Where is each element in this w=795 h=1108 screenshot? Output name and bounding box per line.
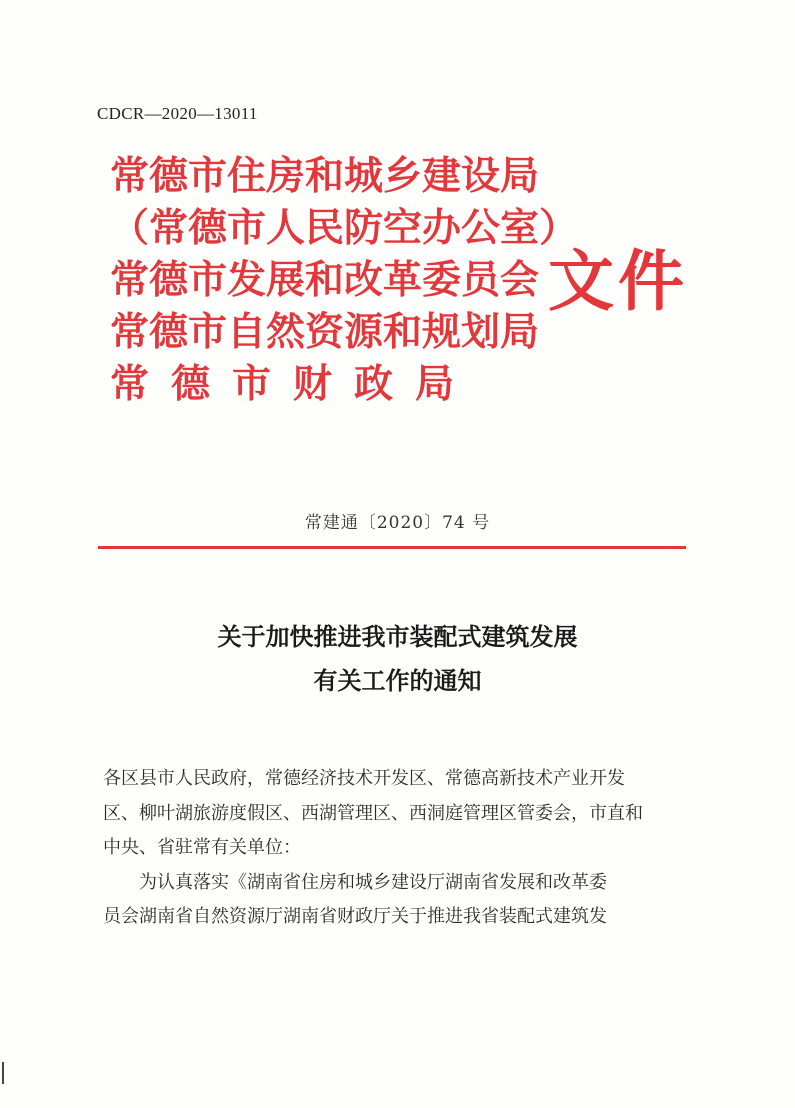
issuer-development-reform: 常德市发展和改革委员会 (110, 257, 540, 303)
document-number: 常建通〔2020〕74 号 (304, 513, 491, 533)
addressee-line-3: 中央、省驻常有关单位： (103, 837, 301, 858)
issuer-finance-bureau: 常德市财政局 (110, 361, 477, 407)
document-code: CDCR—2020—13011 (97, 104, 258, 123)
title-line-1: 关于加快推进我市装配式建筑发展 (217, 622, 578, 651)
addressee-line-2: 区、柳叶湖旅游度假区、西湖管理区、西洞庭管理区管委会，市直和 (103, 802, 643, 824)
issuer-civil-air-defense: （常德市人民防空办公室） (110, 205, 579, 251)
file-heading: 文件 (548, 242, 688, 320)
issuer-housing-bureau: 常德市住房和城乡建设局 (110, 153, 540, 199)
paragraph-line-1: 为认真落实《湖南省住房和城乡建设厅湖南省发展和改革委 (139, 871, 607, 893)
issuing-agencies (110, 150, 579, 410)
addressee-line-1: 各区县市人民政府，常德经济技术开发区、常德高新技术产业开发 (103, 768, 625, 789)
notice-body (103, 762, 693, 935)
scan-edge-mark (2, 1062, 4, 1084)
paragraph-line-2: 员会湖南省自然资源厅湖南省财政厅关于推进我省装配式建筑发 (103, 906, 607, 927)
notice-title (0, 615, 795, 703)
issuer-natural-resources: 常德市自然资源和规划局 (110, 309, 540, 355)
title-line-2: 有关工作的通知 (313, 666, 482, 695)
red-divider-line (98, 546, 686, 549)
